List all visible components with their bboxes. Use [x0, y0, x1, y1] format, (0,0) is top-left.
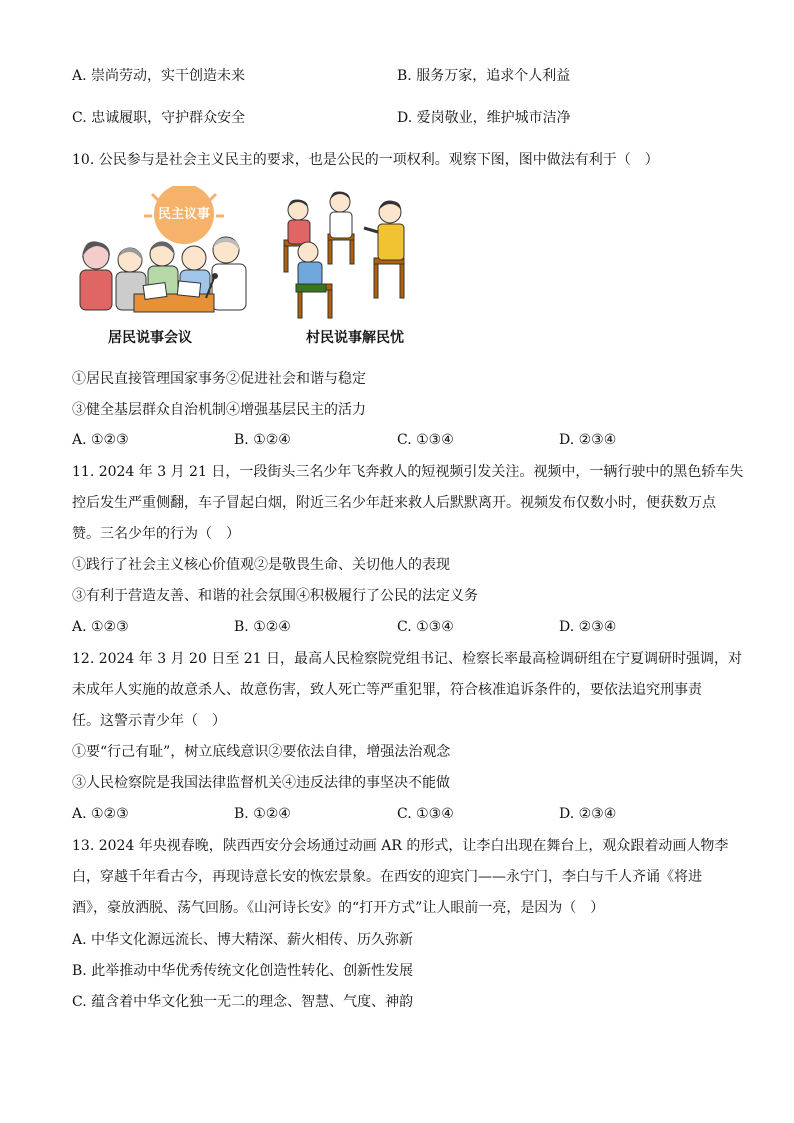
q12-statement-1: ①要“行己有耻”，树立底线意识②要依法自律，增强法治观念 — [72, 744, 451, 760]
q11-option-d: D. ②③④ — [559, 619, 617, 635]
q9-option-c: C. 忠诚履职，守护群众安全 — [72, 110, 246, 126]
q12-option-c: C. ①③④ — [397, 806, 454, 822]
q13-stem-line1: 13. 2024 年央视春晚，陕西西安分会场通过动画 AR 的形式，让李白出现在舞台上，观众跟着动画人物李 — [72, 838, 729, 854]
q11-option-a: A. ①②③ — [72, 619, 129, 635]
q13-stem-line3: 酒》，豪放洒脱、荡气回肠。《山河诗长安》的“打开方式”让人眼前一亮，是因为（ ） — [72, 900, 605, 916]
q10-stem: 10. 公民参与是社会主义民主的要求，也是公民的一项权利。观察下图，图中做法有利于（ ） — [72, 152, 659, 168]
resident-meeting-illustration — [74, 186, 254, 326]
q11-option-b: B. ①②④ — [234, 619, 291, 635]
q12-option-a: A. ①②③ — [72, 806, 129, 822]
villagers-discussion-illustration — [278, 188, 428, 320]
q11-stem-line3: 赞。三名少年的行为（ ） — [72, 526, 240, 542]
q10-statement-2: ③健全基层群众自治机制④增强基层民主的活力 — [72, 402, 366, 418]
q9-option-d: D. 爱岗敬业，维护城市洁净 — [397, 110, 571, 126]
q10-figure2-caption: 村民说事解民忧 — [306, 330, 404, 346]
q12-statement-2: ③人民检察院是我国法律监督机关④违反法律的事坚决不能做 — [72, 775, 450, 791]
q12-stem-line1: 12. 2024 年 3 月 20 日至 21 日，最高人民检察院党组书记、检察长率最高检调研组在宁夏调研时强调，对 — [72, 651, 743, 667]
q10-figure-resident-meeting — [74, 186, 254, 326]
q11-option-c: C. ①③④ — [397, 619, 454, 635]
banner-text: 民主议事 — [157, 207, 211, 222]
q13-stem-line2: 白，穿越千年看古今，再现诗意长安的恢宏景象。在西安的迎宾门——永宁门，李白与千人齐诵《将进 — [72, 869, 702, 885]
q10-figure-villagers-discussion — [278, 188, 428, 320]
q10-option-a: A. ①②③ — [72, 432, 129, 448]
q11-stem-line2: 控后发生严重侧翻，车子冒起白烟，附近三名少年赶来救人后默默离开。视频发布仅数小时，便获数万点 — [72, 495, 716, 511]
q10-option-c: C. ①③④ — [397, 432, 454, 448]
q10-option-b: B. ①②④ — [234, 432, 291, 448]
q9-option-b: B. 服务万家，追求个人利益 — [397, 68, 571, 84]
q10-statement-1: ①居民直接管理国家事务②促进社会和谐与稳定 — [72, 371, 366, 387]
q12-stem-line3: 任。这警示青少年（ ） — [72, 713, 226, 729]
q12-option-d: D. ②③④ — [559, 806, 617, 822]
q12-option-b: B. ①②④ — [234, 806, 291, 822]
q11-stem-line1: 11. 2024 年 3 月 21 日，一段街头三名少年飞奔救人的短视频引发关注。视频中，一辆行驶中的黑色轿车失 — [72, 464, 744, 480]
q12-stem-line2: 未成年人实施的故意杀人、故意伤害，致人死亡等严重犯罪，符合核准追诉条件的，要依法追究刑事责 — [72, 682, 702, 698]
q13-option-a: A. 中华文化源远流长、博大精深、薪火相传、历久弥新 — [72, 932, 414, 948]
q9-option-a: A. 崇尚劳动，实干创造未来 — [72, 68, 246, 84]
q11-statement-1: ①践行了社会主义核心价值观②是敬畏生命、关切他人的表现 — [72, 557, 450, 573]
q10-option-d: D. ②③④ — [559, 432, 617, 448]
q13-option-b: B. 此举推动中华优秀传统文化创造性转化、创新性发展 — [72, 963, 414, 979]
q11-statement-2: ③有利于营造友善、和谐的社会氛围④积极履行了公民的法定义务 — [72, 588, 478, 604]
q13-option-c: C. 蕴含着中华文化独一无二的理念、智慧、气度、神韵 — [72, 994, 414, 1010]
q10-figure1-caption: 居民说事会议 — [108, 330, 192, 346]
